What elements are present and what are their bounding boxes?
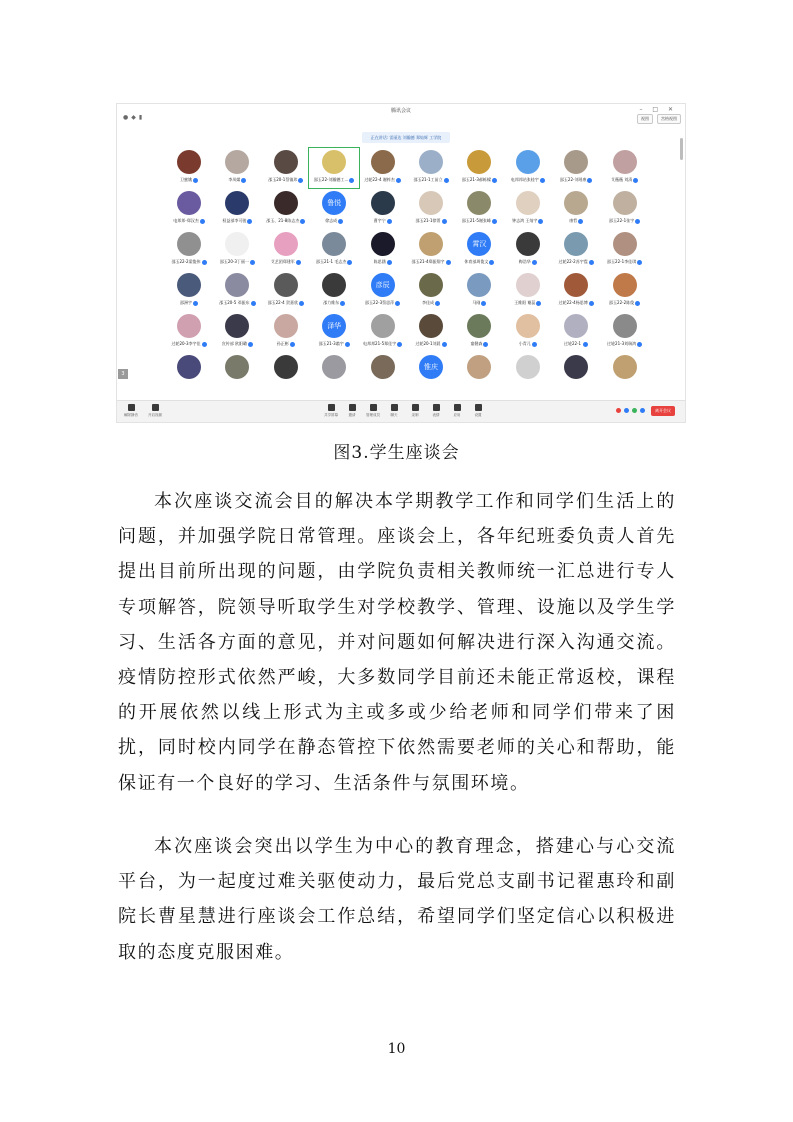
avatar	[322, 232, 346, 256]
participant-tile[interactable]	[600, 353, 650, 393]
top-left-icons[interactable]	[123, 114, 145, 121]
toolbar-center-icon	[349, 404, 356, 411]
avatar	[274, 314, 298, 338]
toolbar-center-button[interactable]	[363, 404, 383, 418]
mic-badge-icon	[483, 342, 488, 347]
participant-name: 邵玉21-1工苗立	[406, 177, 456, 183]
avatar	[516, 355, 540, 379]
participant-tile[interactable]	[600, 189, 650, 229]
participant-tile[interactable]	[212, 230, 262, 270]
participant-name: 邵玉22-4 贺嘉欣	[261, 300, 311, 306]
participant-name: 邵洲宇	[164, 300, 214, 306]
mic-badge-icon	[300, 219, 305, 224]
window-titlebar	[117, 104, 685, 120]
participant-tile[interactable]	[406, 148, 456, 188]
participant-name: 马刚	[454, 300, 504, 306]
meeting-screenshot	[116, 103, 686, 423]
participant-tile[interactable]	[454, 353, 504, 393]
avatar	[274, 273, 298, 297]
participant-tile[interactable]	[551, 189, 601, 229]
mic-badge-icon	[202, 260, 207, 265]
participant-name: 过轮21-3刘瑞鸿	[600, 341, 650, 347]
participant-tile[interactable]	[358, 271, 408, 311]
toolbar-label: 表情	[432, 413, 440, 417]
avatar	[564, 232, 588, 256]
info-icon[interactable]: ●	[123, 114, 132, 121]
avatar: 鲁悦	[322, 191, 346, 215]
avatar	[274, 232, 298, 256]
avatar	[467, 314, 491, 338]
window-title: 腾讯会议	[390, 108, 411, 114]
toolbar-label: 邀请	[348, 413, 356, 417]
participant-name: 艾艺团郑建军	[261, 259, 311, 265]
participant-tile[interactable]	[551, 148, 601, 188]
mic-badge-icon	[435, 301, 440, 306]
participant-tile[interactable]	[309, 189, 359, 229]
avatar	[419, 150, 443, 174]
toolbar-label: 聊天	[390, 413, 398, 417]
status-icon[interactable]	[632, 408, 637, 413]
participant-tile[interactable]	[164, 312, 214, 352]
participant-name: 康哲	[551, 218, 601, 224]
participant-name: 王维阳 谢蕊	[503, 300, 553, 306]
toolbar-center-button[interactable]	[384, 404, 404, 418]
participant-tile[interactable]	[503, 189, 553, 229]
toolbar-label: 设置	[474, 413, 482, 417]
avatar	[467, 191, 491, 215]
avatar	[322, 150, 346, 174]
participant-tile[interactable]	[212, 312, 262, 352]
mic-badge-icon	[290, 342, 295, 347]
paragraph-2: 本次座谈会突出以学生为中心的教育理念，搭建心与心交流平台，为一起度过难关驱使动力，最后党总支副书记翟惠玲和副院长曹星慧进行座谈会工作总结，希望同学们坚定信心以积极进取的态度克服困难。	[118, 836, 676, 963]
participant-tile[interactable]	[503, 353, 553, 393]
mic-badge-icon	[248, 342, 253, 347]
avatar	[322, 355, 346, 379]
participant-tile[interactable]	[551, 230, 601, 270]
participant-tile[interactable]	[406, 353, 456, 393]
participant-tile[interactable]	[406, 230, 456, 270]
participant-tile[interactable]	[600, 271, 650, 311]
participant-name: 曹宇宁	[358, 218, 408, 224]
toolbar-label: 应用	[453, 413, 461, 417]
mic-badge-icon	[387, 219, 392, 224]
participant-tile[interactable]	[164, 230, 214, 270]
participant-tile[interactable]	[358, 312, 408, 352]
participant-name: 电邦邦21-5郑佳宇	[358, 341, 408, 347]
participant-name: 邵玉21-4郑振翔宇	[406, 259, 456, 265]
toolbar-label: 开启视频	[148, 413, 162, 417]
participant-name: 过轮22-2苏宇霆	[551, 259, 601, 265]
participant-tile[interactable]	[600, 312, 650, 352]
participant-tile[interactable]	[261, 230, 311, 270]
avatar: 霄汉	[467, 232, 491, 256]
participant-name: 邵玉21-1徐菁	[406, 218, 456, 224]
avatar	[613, 273, 637, 297]
participant-name: 邵玉21-3翁宇	[309, 341, 359, 347]
toolbar-center-icon	[454, 404, 461, 411]
avatar	[225, 150, 249, 174]
mic-badge-icon	[442, 342, 447, 347]
avatar	[613, 355, 637, 379]
page-number: 10	[387, 1041, 406, 1057]
view-controls	[637, 114, 681, 124]
participant-tile[interactable]	[164, 271, 214, 311]
participant-name: 权益部李可骏	[212, 218, 262, 224]
participant-name: 童健森	[454, 341, 504, 347]
avatar	[177, 232, 201, 256]
participant-tile[interactable]	[261, 353, 311, 393]
mic-badge-icon	[481, 301, 486, 306]
mic-badge-icon	[589, 301, 594, 306]
mic-badge-icon	[349, 178, 354, 183]
paragraph-1: 本次座谈交流会目的解决本学期教学工作和同学们生活上的问题，并加强学院日常管理。座谈会上，各年纪班委负责人首先提出目前所出现的问题，由学院负责相关教师统一汇总进行专人专项解答，院领导听取学生对学校教学、管理、设施以及学生学习、生活各方面的意见，并对问题如何解决进行深入沟通交流。疫情防控形式依然严峻，大多数同学目前还未能正常返校，课程的开展依然以线上形式为主或多或少给老师和同学们带来了困扰，同时校内同学在静态管控下依然需要老师的关心和帮助，能保证有一个良好的学习、生活条件与氛围环境。	[118, 491, 676, 794]
toolbar-left-icon	[152, 404, 159, 411]
participant-tile[interactable]	[600, 148, 650, 188]
participant-name: 卫蜜娥	[164, 177, 214, 183]
participant-name: 陈思涵	[358, 259, 408, 265]
mic-badge-icon	[396, 178, 401, 183]
participant-tile[interactable]	[261, 312, 311, 352]
avatar	[274, 355, 298, 379]
participant-tile[interactable]	[261, 189, 311, 229]
mic-badge-icon	[299, 301, 304, 306]
avatar	[419, 232, 443, 256]
participant-name: 邵玉20-5 邓振东	[212, 300, 262, 306]
participant-name: 钟志鸿 王灿宇	[503, 218, 553, 224]
toolbar-center-icon	[412, 404, 419, 411]
figure-caption: 图3.学生座谈会	[333, 443, 460, 463]
toolbar-left-icon	[128, 404, 135, 411]
toolbar-center-button[interactable]	[447, 404, 467, 418]
mic-badge-icon	[250, 260, 255, 265]
scrollbar[interactable]	[680, 138, 683, 160]
participant-tile[interactable]	[358, 353, 408, 393]
participant-tile[interactable]	[212, 148, 262, 188]
avatar	[371, 150, 395, 174]
mic-badge-icon	[397, 342, 402, 347]
participant-name: 邵玉、21-8陈志杰	[261, 218, 311, 224]
toolbar-label: 解除静音	[124, 413, 138, 417]
participant-tile[interactable]	[309, 230, 359, 270]
mic-badge-icon	[538, 219, 543, 224]
participant-tile[interactable]	[212, 353, 262, 393]
mic-badge-icon	[587, 178, 592, 183]
avatar	[516, 150, 540, 174]
avatar	[516, 273, 540, 297]
mic-badge-icon	[202, 342, 207, 347]
mic-badge-icon	[583, 342, 588, 347]
avatar	[177, 314, 201, 338]
participant-tile[interactable]	[503, 230, 553, 270]
grid-view-button[interactable]: 宫格视图	[657, 114, 681, 124]
participant-tile[interactable]	[551, 353, 601, 393]
participant-name: 小青儿	[503, 341, 553, 347]
mic-badge-icon	[444, 178, 449, 183]
mic-badge-icon	[635, 301, 640, 306]
avatar	[177, 273, 201, 297]
avatar	[516, 232, 540, 256]
avatar	[564, 273, 588, 297]
participant-grid	[165, 148, 649, 384]
participant-tile[interactable]	[261, 271, 311, 311]
mic-badge-icon	[637, 342, 642, 347]
participant-name: 邵玉22-刘瀚德工…	[309, 177, 359, 183]
avatar	[467, 355, 491, 379]
avatar	[274, 191, 298, 215]
avatar	[177, 355, 201, 379]
toolbar-center-button[interactable]	[426, 404, 446, 418]
mic-badge-icon	[589, 260, 594, 265]
mic-badge-icon	[532, 260, 537, 265]
toolbar-center-button[interactable]	[405, 404, 425, 418]
avatar	[467, 150, 491, 174]
participant-name: 邵玉22-3蔡思萍	[358, 300, 408, 306]
mic-badge-icon	[395, 301, 400, 306]
participant-tile[interactable]	[454, 271, 504, 311]
participant-name: 邵玉22-1张宇	[600, 218, 650, 224]
participant-name: 邵玉22-2梁俊伟	[164, 259, 214, 265]
participant-name: 电邦邦站张桂宇	[503, 177, 553, 183]
avatar: 惟庆	[419, 355, 443, 379]
participant-name: 邵玉22-1李佳琪	[600, 259, 650, 265]
avatar	[225, 273, 249, 297]
mic-badge-icon	[446, 260, 451, 265]
shield-icon[interactable]: ◆	[131, 114, 139, 121]
participant-name: 邵玉21-1 毛志杰	[309, 259, 359, 265]
participant-name: 梅浩华	[503, 259, 553, 265]
avatar	[371, 355, 395, 379]
participant-tile[interactable]	[164, 189, 214, 229]
mic-badge-icon	[298, 178, 303, 183]
participant-tile[interactable]	[406, 312, 456, 352]
avatar	[225, 355, 249, 379]
avatar	[274, 150, 298, 174]
mic-badge-icon	[492, 178, 497, 183]
mic-badge-icon	[635, 219, 640, 224]
participant-tile[interactable]	[164, 148, 214, 188]
mic-badge-icon	[200, 219, 205, 224]
participant-tile[interactable]	[212, 189, 262, 229]
avatar	[564, 355, 588, 379]
participant-tile[interactable]	[358, 230, 408, 270]
toolbar-label: 录制	[411, 413, 419, 417]
toolbar-left-button[interactable]	[145, 404, 165, 418]
avatar: 彦辰	[371, 273, 395, 297]
participant-tile[interactable]	[551, 271, 601, 311]
participant-tile[interactable]	[551, 312, 601, 352]
participant-tile[interactable]	[406, 271, 456, 311]
avatar	[371, 232, 395, 256]
toolbar-center-icon	[475, 404, 482, 411]
toolbar-center-icon	[433, 404, 440, 411]
mic-badge-icon	[193, 178, 198, 183]
participant-name: 孙正彬	[261, 341, 311, 347]
participant-tile[interactable]	[454, 189, 504, 229]
participant-tile[interactable]	[600, 230, 650, 270]
participant-tile[interactable]	[454, 312, 504, 352]
participant-tile[interactable]	[309, 271, 359, 311]
signal-icon[interactable]: ▮	[138, 114, 146, 121]
participant-name: 艾薇薇 刘清	[600, 177, 650, 183]
mic-badge-icon	[247, 219, 252, 224]
toolbar-center-icon	[391, 404, 398, 411]
toolbar-center-button[interactable]	[321, 404, 341, 418]
participant-name: 过轮22-4杨思博	[551, 300, 601, 306]
mic-badge-icon	[345, 342, 350, 347]
mic-badge-icon	[540, 178, 545, 183]
avatar: 泽华	[322, 314, 346, 338]
participant-tile[interactable]	[358, 189, 408, 229]
avatar	[419, 191, 443, 215]
participant-tile[interactable]	[503, 271, 553, 311]
avatar	[613, 232, 637, 256]
participant-name: 徐志成	[309, 218, 359, 224]
participant-tile[interactable]	[164, 353, 214, 393]
avatar	[467, 273, 491, 297]
participant-tile[interactable]	[309, 312, 359, 352]
avatar	[225, 191, 249, 215]
participant-name: 电邦邦-郑汉杰	[164, 218, 214, 224]
mic-badge-icon	[241, 178, 246, 183]
mic-badge-icon	[489, 260, 494, 265]
participant-tile[interactable]	[309, 353, 359, 393]
mic-badge-icon	[637, 260, 642, 265]
participant-name: 邵玉22-刘瑶康	[551, 177, 601, 183]
window-controls[interactable]: – □ ✕	[639, 106, 677, 113]
mic-badge-icon	[532, 342, 537, 347]
toolbar-center-button[interactable]	[468, 404, 488, 418]
mic-badge-icon	[442, 219, 447, 224]
network-icon[interactable]	[624, 408, 629, 413]
participant-tile[interactable]	[261, 148, 311, 188]
speaking-banner: 正在讲话: 雷丽达 刘瀚德 郑灿辉 工学院	[362, 132, 450, 143]
avatar	[371, 314, 395, 338]
participant-name: 邵玉21-3郝栋樑	[454, 177, 504, 183]
avatar	[177, 191, 201, 215]
participant-name: 过轮20-1刘晨	[406, 341, 456, 347]
participant-name: 邵玉20-3丁丽一	[212, 259, 262, 265]
avatar	[516, 314, 540, 338]
participant-tile[interactable]	[358, 148, 408, 188]
participant-name: 过轮22-4 谢梓杰	[358, 177, 408, 183]
mic-badge-icon	[338, 219, 343, 224]
avatar	[419, 314, 443, 338]
toolbar-left-button[interactable]	[121, 404, 141, 418]
mic-badge-icon	[251, 301, 256, 306]
avatar	[564, 191, 588, 215]
mic-badge-icon	[492, 219, 497, 224]
participant-tile[interactable]	[406, 189, 456, 229]
participant-name: 过轮20-3李宇佳	[164, 341, 214, 347]
mic-badge-icon	[340, 301, 345, 306]
mic-badge-icon	[347, 260, 352, 265]
avatar	[419, 273, 443, 297]
mic-badge-icon	[536, 301, 541, 306]
participant-name: 过轮22-1	[551, 341, 601, 347]
participant-name: 休育部周俊文	[454, 259, 504, 265]
avatar	[613, 191, 637, 215]
avatar	[225, 314, 249, 338]
participant-tile[interactable]	[309, 148, 359, 188]
participant-name: 邵玉21-5谢张峰	[454, 218, 504, 224]
participant-tile[interactable]	[454, 230, 504, 270]
tray-icons[interactable]	[616, 408, 645, 413]
avatar	[613, 314, 637, 338]
avatar	[322, 273, 346, 297]
participant-name: 李佳成	[406, 300, 456, 306]
avatar	[225, 232, 249, 256]
meeting-toolbar	[117, 400, 685, 423]
mic-badge-icon	[193, 301, 198, 306]
cloud-icon[interactable]	[640, 408, 645, 413]
participant-tile[interactable]	[503, 148, 553, 188]
mic-badge-icon	[578, 219, 583, 224]
avatar	[371, 191, 395, 215]
mic-badge-icon	[633, 178, 638, 183]
participant-tile[interactable]	[503, 312, 553, 352]
page-indicator[interactable]: 3	[118, 369, 128, 379]
toolbar-center-icon	[328, 404, 335, 411]
toolbar-label: 管理成员	[366, 413, 380, 417]
participant-name: 宣传部 欧阳璐	[212, 341, 262, 347]
avatar	[613, 150, 637, 174]
mic-badge-icon	[296, 260, 301, 265]
toolbar-center-icon	[370, 404, 377, 411]
participant-name: 邵玉22-2陈俊	[600, 300, 650, 306]
participant-name: 李凤嫦	[212, 177, 262, 183]
toolbar-center-button[interactable]	[342, 404, 362, 418]
avatar	[177, 150, 201, 174]
participant-tile[interactable]	[212, 271, 262, 311]
record-icon[interactable]	[616, 408, 621, 413]
avatar	[516, 191, 540, 215]
participant-name: 邵力维东	[309, 300, 359, 306]
mic-badge-icon	[387, 260, 392, 265]
participant-tile[interactable]	[454, 148, 504, 188]
leave-meeting-button[interactable]: 离开会议	[651, 406, 675, 416]
participant-name: 邵玉20-1蔡镇玮	[261, 177, 311, 183]
avatar	[564, 314, 588, 338]
avatar	[564, 150, 588, 174]
view-button[interactable]: 视图	[637, 114, 653, 124]
toolbar-label: 共享屏幕	[324, 413, 338, 417]
